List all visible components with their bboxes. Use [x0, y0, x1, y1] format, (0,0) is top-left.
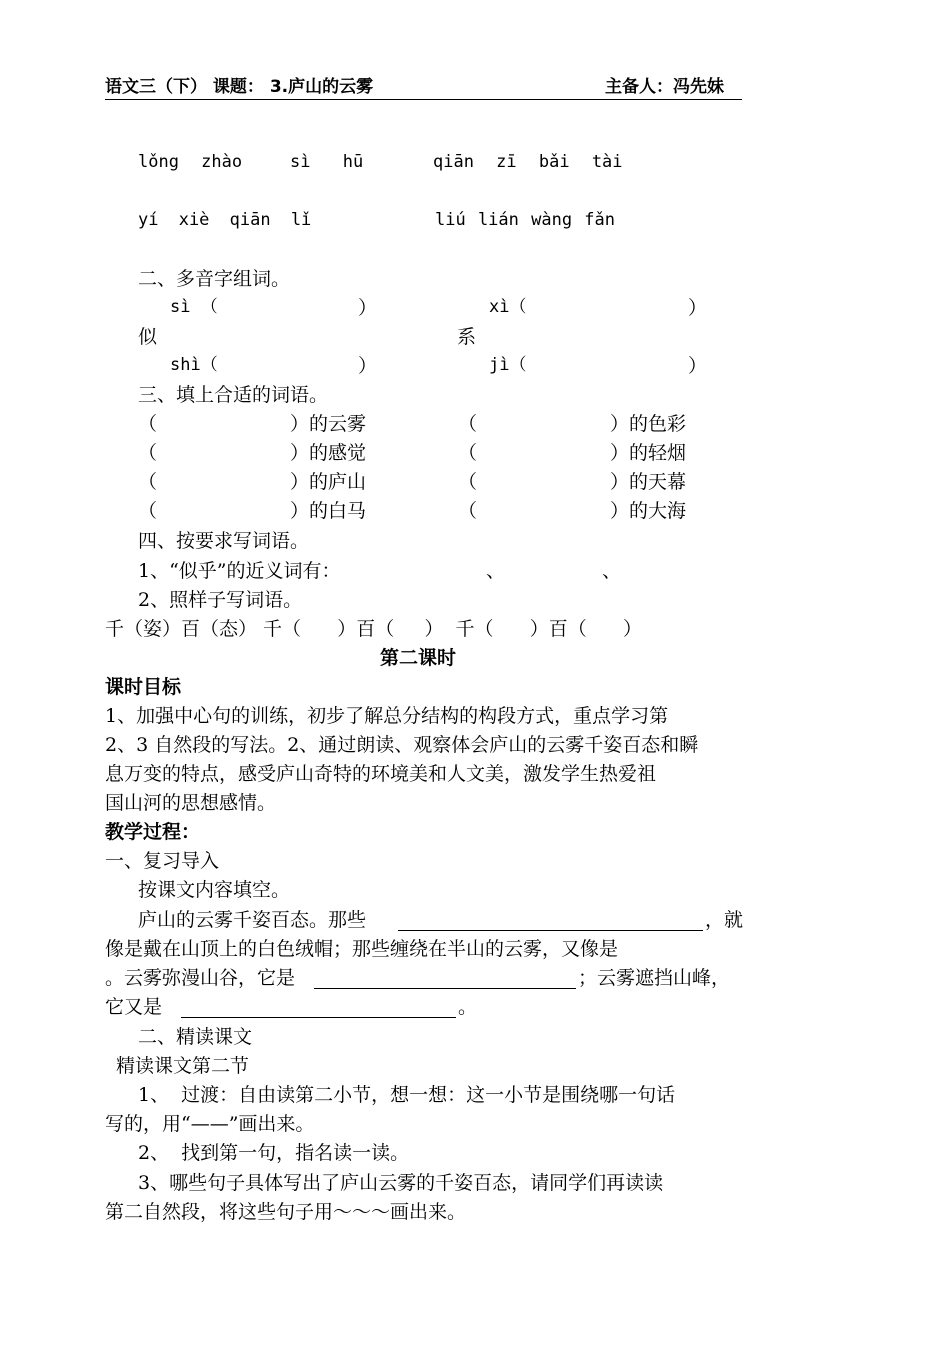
open-paren: （ [138, 442, 158, 464]
section-heading-polyphone: 二、多音字组词。 [138, 268, 291, 290]
step-text: 写的，用“——”画出来。 [105, 1113, 315, 1135]
step-text: 2、 找到第一句，指名读一读。 [138, 1142, 410, 1164]
read-heading: 二、精读课文 [138, 1026, 253, 1048]
goals-line: 息万变的特点，感受庐山奇特的环境美和人文美，激发学生热爱祖 [105, 763, 657, 785]
process-heading: 教学过程： [105, 821, 201, 843]
lesson-title: 第二课时 [380, 647, 457, 669]
polyphone-reading: jì（ [489, 355, 527, 375]
read-subheading: 精读课文第二节 [116, 1055, 250, 1077]
pattern-line: 千（姿）百（态） 千（ ）百（ ） 千（ ）百（ ） [105, 618, 643, 640]
cloze-text: 像是戴在山顶上的白色绒帽；那些缠绕在半山的云雾，又像是 [105, 938, 619, 960]
separator: 、 [486, 560, 506, 582]
separator: 、 [602, 560, 622, 582]
open-paren: （ [458, 471, 478, 493]
open-paren: （ [458, 500, 478, 522]
polyphone-reading: xì（ [489, 297, 527, 317]
pinyin-item: sì hū [290, 152, 364, 172]
section-heading-fill-words: 三、填上合适的词语。 [138, 384, 329, 406]
open-paren: （ [138, 500, 158, 522]
goals-line: 1、加强中心句的训练，初步了解总分结构的构段方式，重点学习第 [105, 705, 669, 727]
open-paren: （ [458, 413, 478, 435]
close-paren: ） [358, 355, 378, 377]
open-paren: （ [458, 442, 478, 464]
close-paren: ） [688, 297, 708, 319]
section-heading-write-words: 四、按要求写词语。 [138, 530, 310, 552]
close-paren: ） [688, 355, 708, 377]
cloze-blank[interactable] [398, 912, 703, 931]
fill-word-item: ）的云雾 [290, 413, 367, 435]
cloze-text: 。云雾弥漫山谷，它是 [105, 967, 296, 989]
header-title: 语文三（下） 课题： 3.庐山的云雾 [105, 77, 374, 97]
pinyin-item: yí xiè qiān lǐ [138, 210, 312, 230]
polyphone-char: 似 [138, 326, 158, 348]
pattern-prompt: 2、照样子写词语。 [138, 589, 303, 611]
pinyin-item: liú lián wàng fǎn [435, 210, 615, 230]
pinyin-item: lǒng zhào [138, 152, 243, 172]
header-rule [105, 99, 742, 100]
header-author: 主备人：冯先妹 [605, 77, 724, 97]
review-heading: 一、复习导入 [105, 850, 220, 872]
fill-word-item: ）的白马 [290, 500, 367, 522]
fill-word-item: ）的色彩 [610, 413, 687, 435]
polyphone-reading: shì（ [170, 355, 218, 375]
cloze-text: ，就 [705, 909, 744, 931]
review-prompt: 按课文内容填空。 [138, 879, 291, 901]
polyphone-char: 系 [457, 326, 477, 348]
pinyin-item: qiān zī bǎi tài [433, 152, 623, 172]
cloze-blank[interactable] [314, 970, 576, 989]
cloze-text: 庐山的云雾千姿百态。那些 [138, 909, 367, 931]
step-text: 第二自然段，将这些句子用～～～画出来。 [105, 1201, 467, 1223]
open-paren: （ [138, 471, 158, 493]
polyphone-reading: sì （ [170, 297, 218, 317]
fill-word-item: ）的感觉 [290, 442, 367, 464]
cloze-text: 。 [458, 996, 478, 1018]
fill-word-item: ）的天幕 [610, 471, 687, 493]
goals-line: 国山河的思想感情。 [105, 792, 277, 814]
step-text: 1、 过渡：自由读第二小节，想一想：这一小节是围绕哪一句话 [138, 1084, 676, 1106]
close-paren: ） [358, 297, 378, 319]
cloze-text: ；云雾遮挡山峰， [578, 967, 731, 989]
goals-line: 2、3 自然段的写法。2、通过朗读、观察体会庐山的云雾千姿百态和瞬 [105, 734, 699, 756]
goals-heading: 课时目标 [105, 676, 182, 698]
open-paren: （ [138, 413, 158, 435]
step-text: 3、哪些句子具体写出了庐山云雾的千姿百态，请同学们再读读 [138, 1172, 664, 1194]
fill-word-item: ）的大海 [610, 500, 687, 522]
cloze-blank[interactable] [181, 999, 456, 1018]
fill-word-item: ）的庐山 [290, 471, 367, 493]
cloze-text: 它又是 [105, 996, 163, 1018]
fill-word-item: ）的轻烟 [610, 442, 687, 464]
synonym-prompt: 1、“似乎”的近义词有： [138, 560, 341, 582]
